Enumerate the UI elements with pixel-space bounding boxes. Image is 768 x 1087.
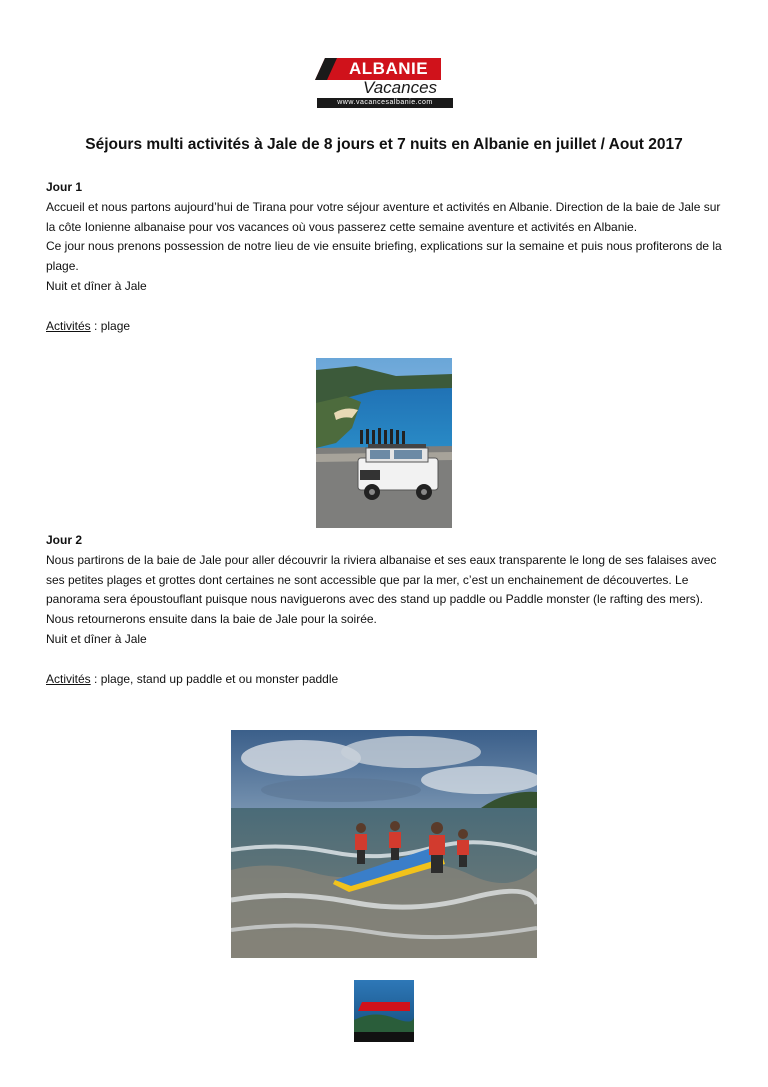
day2-activities-text: : plage, stand up paddle et ou monster paddle [90,671,339,686]
day2-paragraph-1: Nous partirons de la baie de Jale pour aller découvrir la riviera albanaise et ses eaux transparente le long de ses falaises avec ses petites plages et grottes dont certaines ne sont accessible que par la mer, c’est un enchainement de découvertes. Le panorama sera époustouflant puisque nous naviguerons avec des stand up paddle ou Paddle monster (le rafting des mers). [46,552,717,607]
day2-section [46,531,730,689]
coast-jeep-image [316,358,452,528]
paddle-group-image [231,730,537,958]
day1-section [46,178,730,336]
day1-paragraph-1: Accueil et nous partons aujourd’hui de Tirana pour votre séjour aventure et activités en Albanie. Direction de la baie de Jale sur la côte Ionienne albanaise pour vos vacances où vous passerez cette semaine aventure et activités en Albanie. [46,199,721,234]
day1-photo [316,358,452,528]
day1-activities-label: Activités [46,318,91,333]
page-title: Séjours multi activités à Jale de 8 jours et 7 nuits en Albanie en juillet / Aout 2017 [85,136,683,153]
day1-heading: Jour 1 [46,180,83,194]
day2-heading: Jour 2 [46,533,83,547]
day2-activities [46,670,730,690]
day1-activities-text: : plage [90,318,131,333]
day2-paragraph-2: Nous retournerons ensuite dans la baie de Jale pour la soirée. [46,612,377,627]
logo-brand-text: ALBANIE [349,59,429,78]
logo-url-text: www.vacancesalbanie.com [317,98,453,108]
day2-paragraph-3: Nuit et dîner à Jale [46,631,147,646]
day1-paragraph-3: Nuit et dîner à Jale [46,278,147,293]
day2-activities-label: Activités [46,671,91,686]
footer-logo-tile [354,980,414,1042]
day1-paragraph-2: Ce jour nous prenons possession de notre lieu de vie ensuite briefing, explications sur la semaine et puis nous profiterons de la plage. [46,239,722,274]
day2-photo [231,730,537,958]
logo-tagline-text: Vacances [363,78,438,97]
footer-logo-image [354,980,414,1042]
brand-logo [315,58,455,110]
day1-activities [46,317,730,337]
